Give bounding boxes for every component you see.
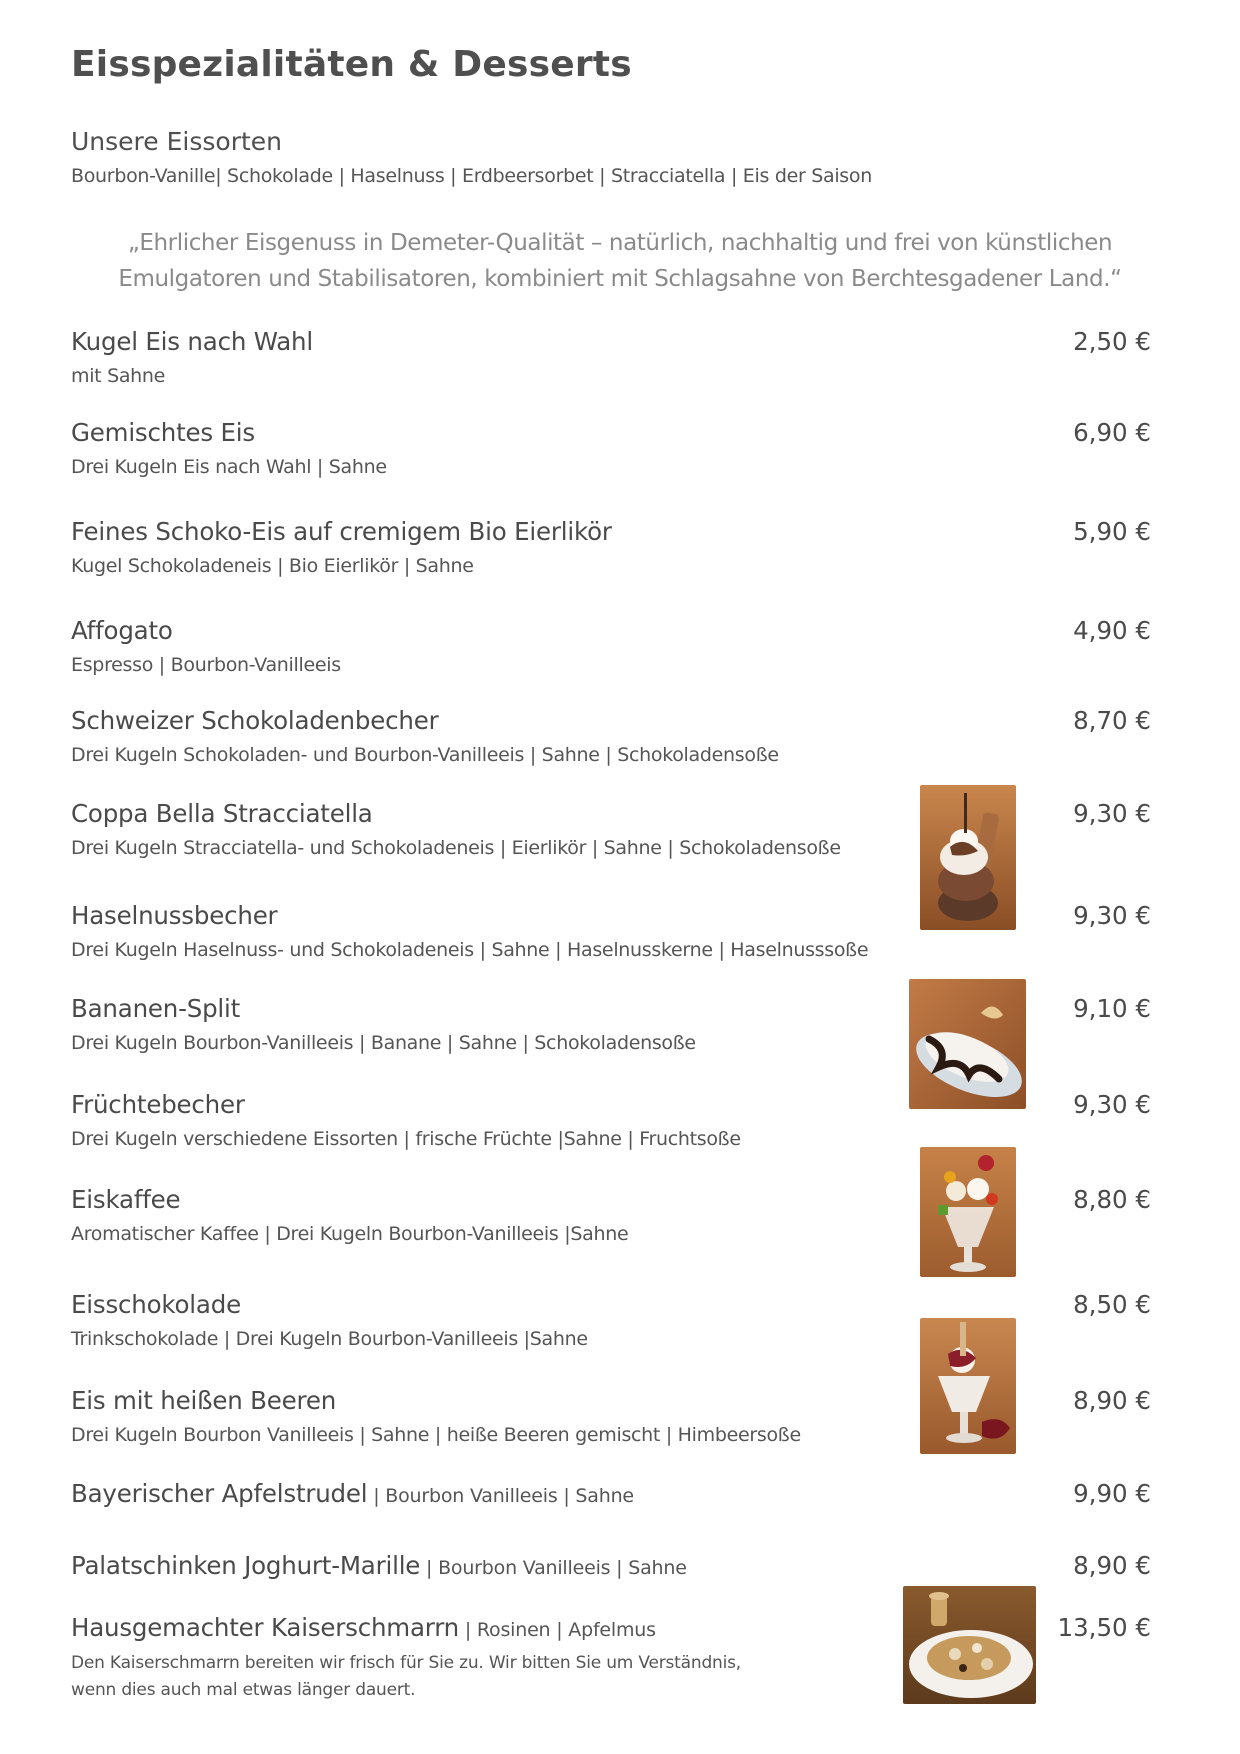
item-name: Kugel Eis nach Wahl	[71, 327, 313, 356]
ice-cream-sorts-heading: Unsere Eissorten	[71, 127, 282, 156]
item-price: 13,50 €	[1057, 1613, 1151, 1642]
item-note-line-1: Den Kaiserschmarrn bereiten wir frisch für Sie zu. Wir bitten Sie um Verständnis,	[71, 1653, 741, 1673]
item-description: Drei Kugeln Schokoladen- und Bourbon-Vanilleeis | Sahne | Schokoladensoße	[71, 744, 779, 766]
menu-item	[71, 517, 1151, 577]
item-note-line-2: wenn dies auch mal etwas länger dauert.	[71, 1680, 416, 1700]
item-name: Bananen-Split	[71, 994, 241, 1023]
item-price: 2,50 €	[1073, 327, 1151, 356]
fruechtebecher-photo	[920, 1147, 1016, 1277]
item-name-text: Bayerischer Apfelstrudel	[71, 1479, 368, 1508]
item-description: Drei Kugeln Bourbon-Vanilleeis | Banane | Sahne | Schokoladensoße	[71, 1032, 696, 1054]
berry-sundae-illustration	[920, 1318, 1016, 1454]
item-name: Schweizer Schokoladenbecher	[71, 706, 439, 735]
item-name: Coppa Bella Stracciatella	[71, 799, 373, 828]
item-name: Feines Schoko-Eis auf cremigem Bio Eierlikör	[71, 517, 612, 546]
item-price: 4,90 €	[1073, 616, 1151, 645]
item-description: Aromatischer Kaffee | Drei Kugeln Bourbon-Vanilleeis |Sahne	[71, 1223, 629, 1245]
item-name	[71, 1479, 1151, 1508]
item-description: Drei Kugeln verschiedene Eissorten | frische Früchte |Sahne | Fruchtsoße	[71, 1128, 741, 1150]
item-price: 8,90 €	[1073, 1551, 1151, 1580]
item-price: 8,90 €	[1073, 1386, 1151, 1415]
coppa-bella-photo	[920, 785, 1016, 930]
item-inline-description: | Rosinen | Apfelmus	[459, 1619, 656, 1641]
item-name: Eis mit heißen Beeren	[71, 1386, 337, 1415]
kaiserschmarrn-illustration	[903, 1586, 1036, 1704]
item-name	[71, 1551, 1151, 1580]
item-price: 9,10 €	[1073, 994, 1151, 1023]
item-description: Trinkschokolade | Drei Kugeln Bourbon-Vanilleeis |Sahne	[71, 1328, 588, 1350]
bananen-split-photo	[909, 979, 1026, 1109]
ice-cream-sorts-list: Bourbon-Vanille| Schokolade | Haselnuss | Erdbeersorbet | Stracciatella | Eis der Saison	[71, 165, 872, 187]
page-title: Eisspezialitäten & Desserts	[71, 44, 632, 85]
menu-item	[71, 1479, 1151, 1508]
quality-quote	[100, 225, 1140, 297]
item-name: Affogato	[71, 616, 173, 645]
eis-heisse-beeren-photo	[920, 1318, 1016, 1454]
item-price: 8,70 €	[1073, 706, 1151, 735]
item-name: Haselnussbecher	[71, 901, 278, 930]
item-name-text: Hausgemachter Kaiserschmarrn	[71, 1613, 459, 1642]
quote-line-2: Emulgatoren und Stabilisatoren, kombiniert mit Schlagsahne von Berchtesgadener Land.“	[118, 266, 1122, 292]
menu-item	[71, 616, 1151, 676]
quote-line-1: „Ehrlicher Eisgenuss in Demeter-Qualität – natürlich, nachhaltig und frei von künstlichen	[127, 230, 1113, 256]
item-description: mit Sahne	[71, 365, 166, 387]
item-price: 9,30 €	[1073, 901, 1151, 930]
item-description: Drei Kugeln Stracciatella- und Schokoladeneis | Eierlikör | Sahne | Schokoladensoße	[71, 837, 841, 859]
item-price: 8,80 €	[1073, 1185, 1151, 1214]
menu-item	[71, 1551, 1151, 1580]
item-description: Drei Kugeln Eis nach Wahl | Sahne	[71, 456, 387, 478]
item-description: Kugel Schokoladeneis | Bio Eierlikör | Sahne	[71, 555, 474, 577]
item-inline-description: | Bourbon Vanilleeis | Sahne	[420, 1557, 687, 1579]
item-name: Eiskaffee	[71, 1185, 181, 1214]
item-description: Drei Kugeln Bourbon Vanilleeis | Sahne | heiße Beeren gemischt | Himbeersoße	[71, 1424, 801, 1446]
menu-item	[71, 327, 1151, 387]
menu-item	[71, 418, 1151, 478]
menu-item	[71, 706, 1151, 766]
item-name: Eisschokolade	[71, 1290, 241, 1319]
item-description: Espresso | Bourbon-Vanilleeis	[71, 654, 341, 676]
item-name-text: Palatschinken Joghurt-Marille	[71, 1551, 421, 1580]
item-inline-description: | Bourbon Vanilleeis | Sahne	[367, 1485, 634, 1507]
item-price: 9,90 €	[1073, 1479, 1151, 1508]
item-price: 9,30 €	[1073, 1090, 1151, 1119]
item-price: 5,90 €	[1073, 517, 1151, 546]
fruit-sundae-illustration	[920, 1147, 1016, 1277]
sundae-illustration	[920, 785, 1016, 930]
item-price: 9,30 €	[1073, 799, 1151, 828]
item-name: Früchtebecher	[71, 1090, 245, 1119]
item-description: Drei Kugeln Haselnuss- und Schokoladeneis | Sahne | Haselnusskerne | Haselnusssoße	[71, 939, 869, 961]
kaiserschmarrn-photo	[903, 1586, 1036, 1704]
item-price: 6,90 €	[1073, 418, 1151, 447]
item-price: 8,50 €	[1073, 1290, 1151, 1319]
banana-split-illustration	[909, 979, 1026, 1109]
item-name: Gemischtes Eis	[71, 418, 255, 447]
